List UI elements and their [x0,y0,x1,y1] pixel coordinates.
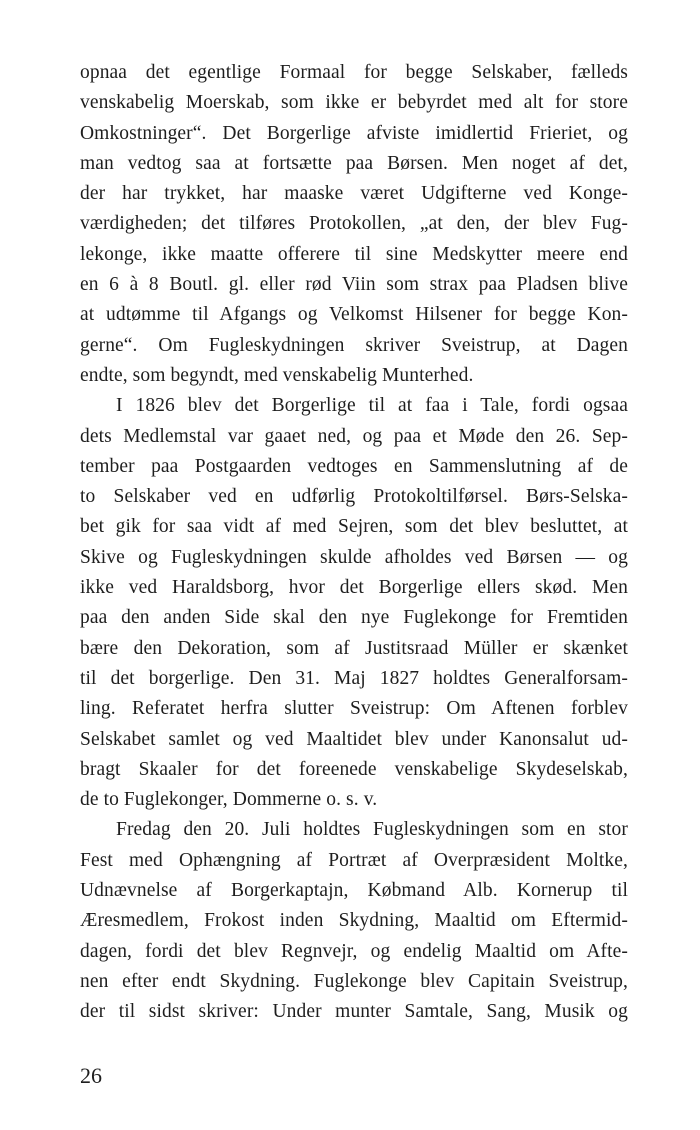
text-line: til det borgerlige. Den 31. Maj 1827 holdtes Generalforsam- [80,667,628,689]
text-line: I 1826 blev det Borgerlige til at faa i Tale, fordi ogsaa [116,395,628,417]
text-line: Skive og Fugleskydningen skulde afholdes ved Børsen — og [80,546,628,568]
text-line: lekonge, ikke maatte offerere til sine Medskytter meere end [80,243,628,265]
text-line: der har trykket, har maaske været Udgifterne ved Konge- [80,183,628,205]
text-line: Omkostninger“. Det Borgerlige afviste imidlertid Frieriet, og [80,122,628,144]
text-line: bære den Dekoration, som af Justitsraad Müller er skænket [80,637,628,659]
paragraph-3 [80,815,628,1027]
text-line: nen efter endt Skydning. Fuglekonge blev Capitain Sveistrup, [80,970,628,992]
text-line: gerne“. Om Fugleskydningen skriver Sveistrup, at Dagen [80,334,628,356]
text-line: ikke ved Haraldsborg, hvor det Borgerlige ellers skød. Men [80,577,628,599]
text-line: der til sidst skriver: Under munter Samtale, Sang, Musik og [80,1001,628,1023]
text-line: bragt Skaaler for det foreenede venskabelige Skydeselskab, [80,758,628,780]
text-line: en 6 à 8 Boutl. gl. eller rød Viin som strax paa Pladsen blive [80,274,628,296]
text-line: man vedtog saa at fortsætte paa Børsen. Men noget af det, [80,152,628,174]
text-line: endte, som begyndt, med venskabelig Munterhed. [80,364,474,386]
text-line: værdigheden; det tilføres Protokollen, „at den, der blev Fug- [80,213,628,235]
text-line: dagen, fordi det blev Regnvejr, og endelig Maaltid om Afte- [80,940,628,962]
text-line: dets Medlemstal var gaaet ned, og paa et Møde den 26. Sep- [80,425,628,447]
text-line: ling. Referatet herfra slutter Sveistrup: Om Aftenen forblev [80,698,628,720]
paragraph-1 [80,58,628,391]
paragraph-2 [80,391,628,815]
text-line: opnaa det egentlige Formaal for begge Selskaber, fælleds [80,62,628,83]
text-line: to Selskaber ved en udførlig Protokoltilførsel. Børs-Selska- [80,486,628,508]
text-line: Udnævnelse af Borgerkaptajn, Købmand Alb. Kornerup til [80,880,628,902]
text-line: Selskabet samlet og ved Maaltidet blev under Kanonsalut ud- [80,728,628,750]
text-line: bet gik for saa vidt af med Sejren, som det blev besluttet, at [80,516,628,538]
text-line: tember paa Postgaarden vedtoges en Sammenslutning af de [80,455,628,477]
text-line: paa den anden Side skal den nye Fuglekonge for Fremtiden [80,607,628,629]
text-line: venskabelig Moerskab, som ikke er bebyrdet med alt for store [80,92,628,114]
text-line: Æresmedlem, Frokost inden Skydning, Maaltid om Eftermid- [80,910,628,932]
text-line: at udtømme til Afgangs og Velkomst Hilsener for begge Kon- [80,304,628,326]
text-line: Fest med Ophængning af Portræt af Overpræsident Moltke, [80,849,628,871]
text-line: de to Fuglekonger, Dommerne o. s. v. [80,789,378,811]
page-number: 26 [80,1063,102,1088]
text-line: Fredag den 20. Juli holdtes Fugleskydningen som en stor [116,819,628,841]
page-body [80,58,628,1028]
